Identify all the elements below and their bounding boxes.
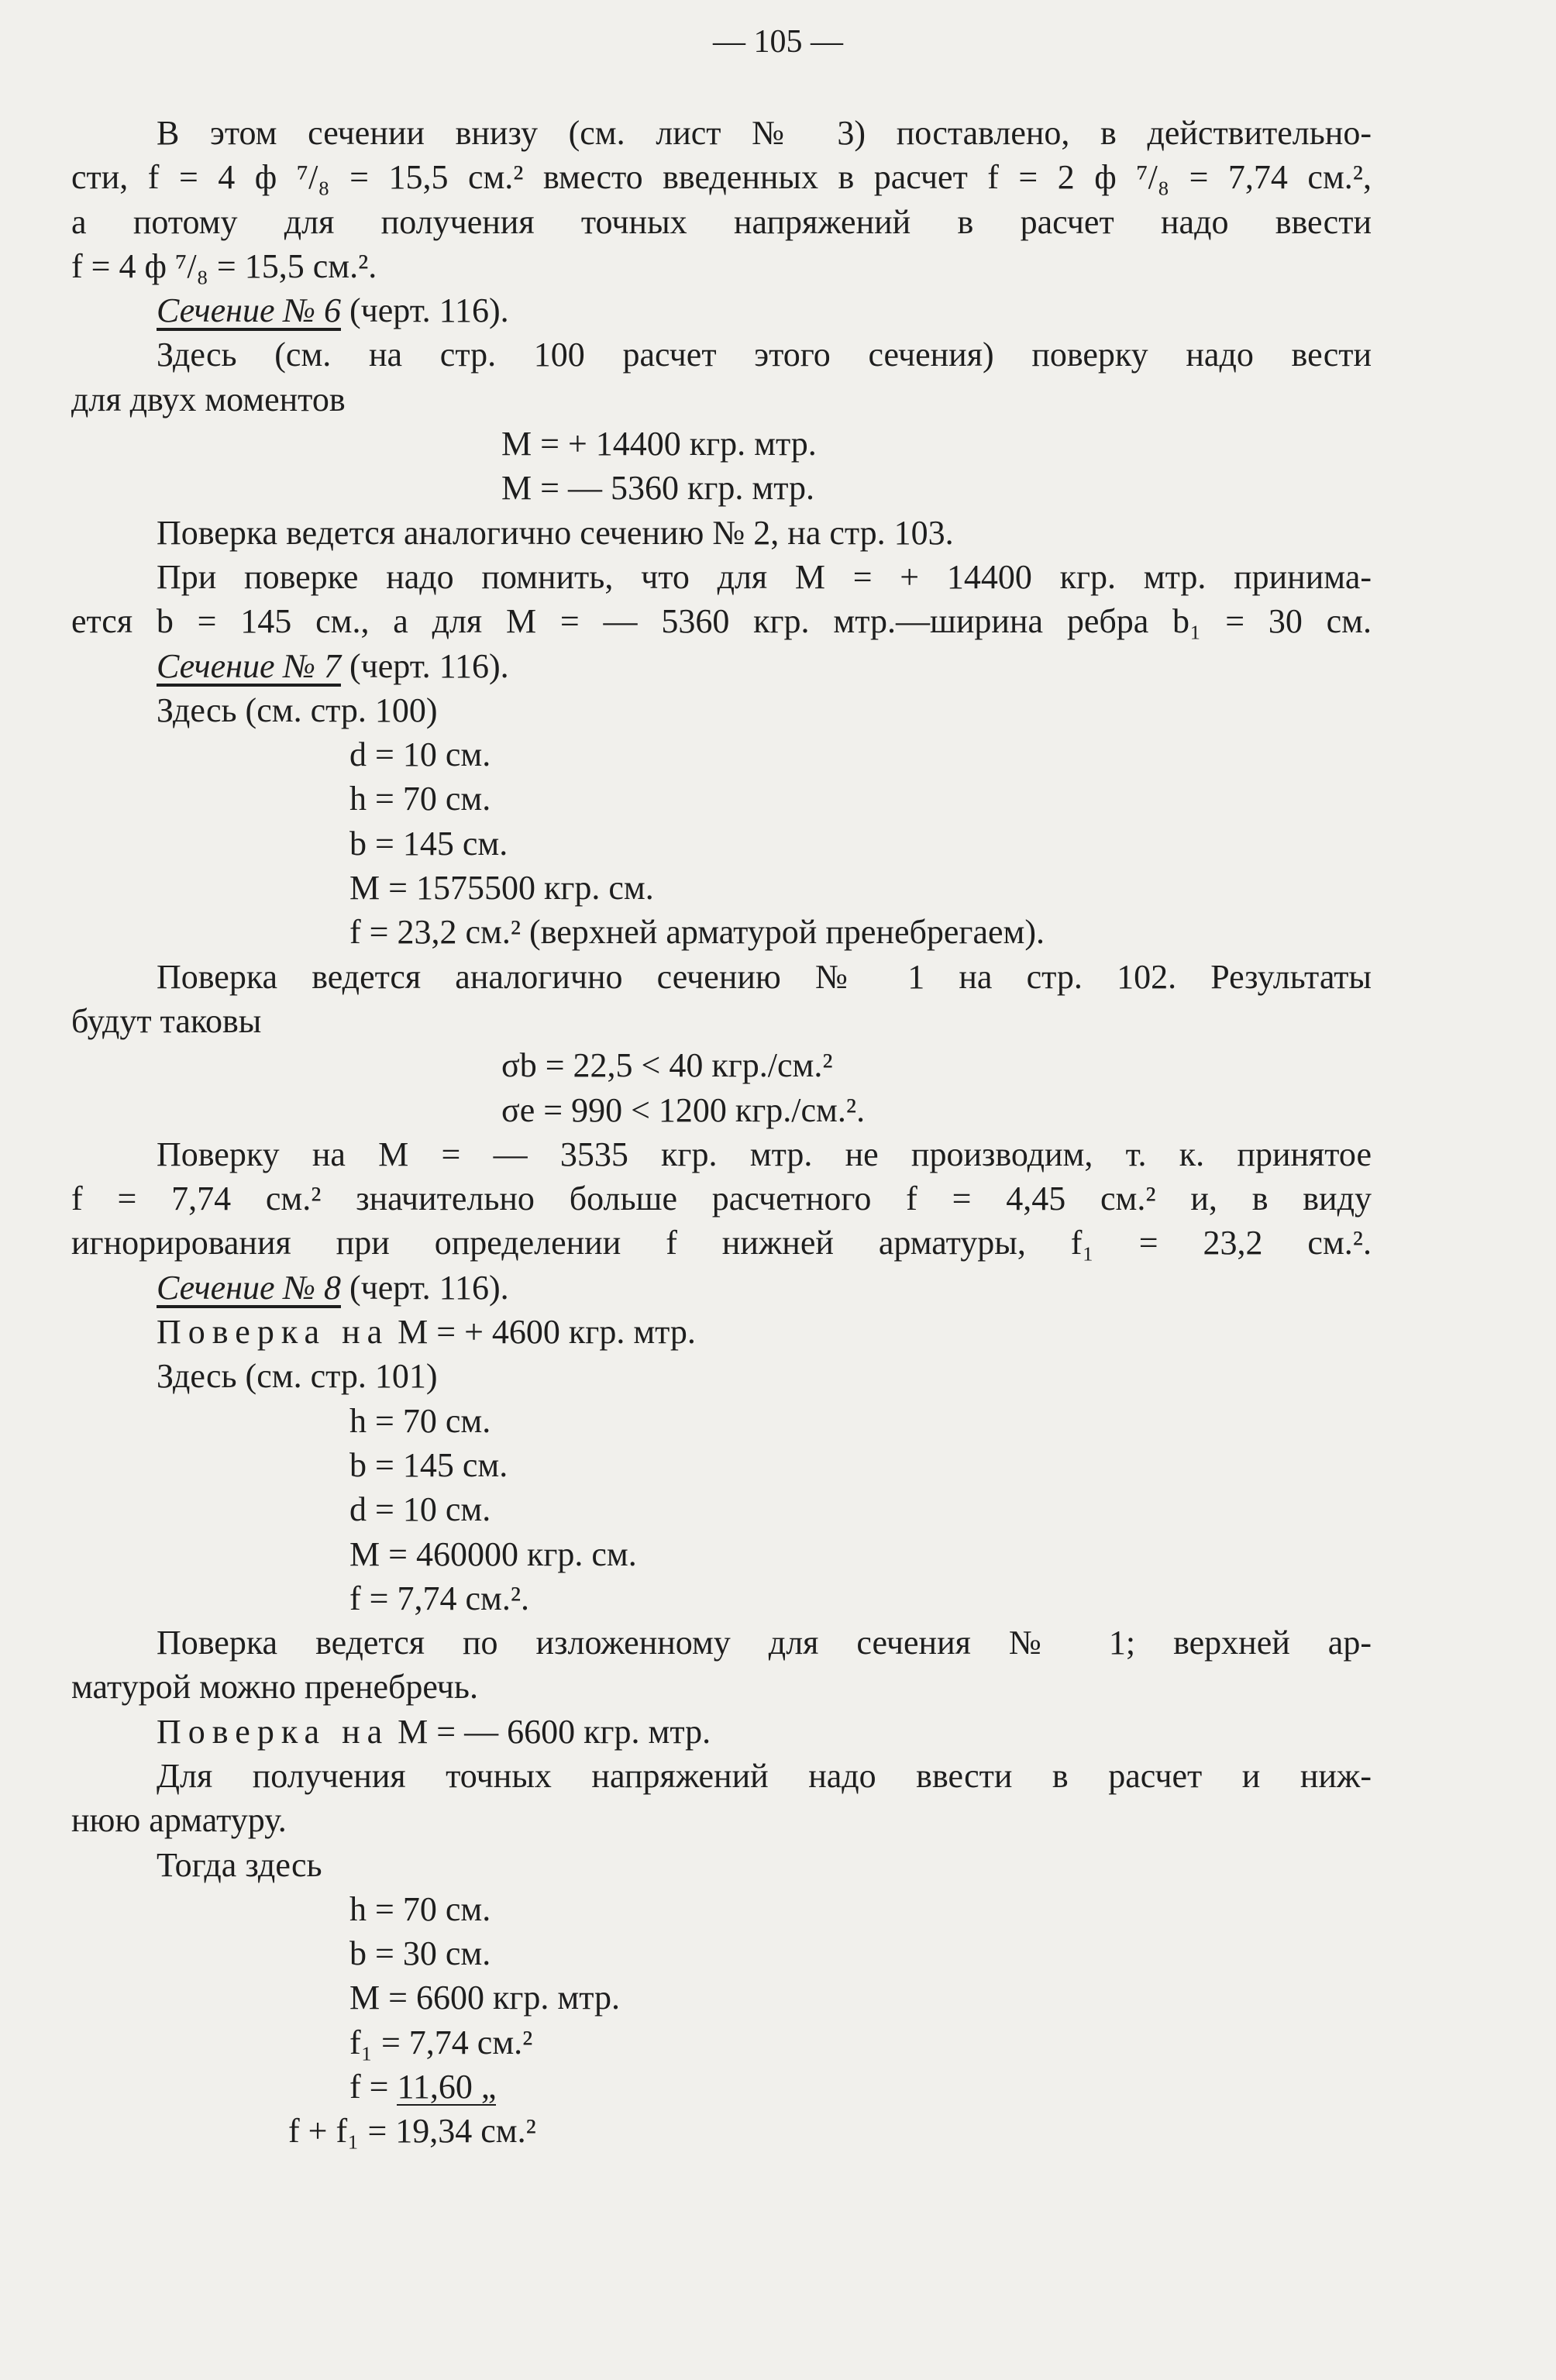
paragraph-line: При поверке надо помнить, что для M = + 14400 кгр. мтр. принима- bbox=[157, 557, 1372, 596]
section-heading-7 bbox=[71, 644, 1372, 688]
heading-title: Сечение № 6 bbox=[157, 291, 341, 330]
page-number: — 105 — bbox=[713, 24, 843, 60]
heading-ref: (черт. 116). bbox=[340, 291, 509, 330]
paragraph-line: f = 7,74 см.² значительно больше расчетного f = 4,45 см.² и, в виду bbox=[71, 1180, 1372, 1218]
formula-line: b = 30 см. bbox=[349, 1934, 491, 1973]
paragraph-line: В этом сечении внизу (см. лист № 3) поставлено, в действительно- bbox=[157, 114, 1372, 152]
paragraph-line: Поверка ведется аналогично сечению № 1 на стр. 102. Результаты bbox=[157, 957, 1372, 996]
paragraph-line: сти, f = 4 ф ⁷/₈ = 15,5 см.² вместо введенных в расчет f = 2 ф ⁷/₈ = 7,74 см.², bbox=[71, 158, 1372, 197]
formula-line: d = 10 см. bbox=[349, 735, 491, 774]
page-body bbox=[71, 111, 1372, 2154]
check-moment: M = — 6600 кгр. мтр. bbox=[389, 1712, 711, 1751]
formula-line: b = 145 см. bbox=[349, 1445, 508, 1484]
formula-line: M = — 5360 кгр. мтр. bbox=[501, 469, 814, 508]
paragraph-line: Поверка ведется по изложенному для сечения № 1; верхней ар- bbox=[157, 1624, 1372, 1662]
check-line bbox=[71, 1710, 1372, 1754]
heading-ref: (черт. 116). bbox=[340, 646, 509, 685]
paragraph-line: игнорирования при определении f нижней арматуры, f₁ = 23,2 см.². bbox=[71, 1224, 1372, 1262]
spaced-label: Поверка на bbox=[157, 1712, 390, 1751]
paragraph-line: для двух моментов bbox=[71, 380, 346, 418]
formula-line: M = 460000 кгр. см. bbox=[349, 1534, 637, 1573]
formula-line: d = 10 см. bbox=[349, 1490, 491, 1529]
paragraph-line: матурой можно пренебречь. bbox=[71, 1668, 478, 1707]
formula-line bbox=[71, 2065, 1372, 2109]
paragraph-line: будут таковы bbox=[71, 1001, 262, 1040]
formula-line: f = 7,74 см.². bbox=[349, 1579, 530, 1617]
formula-line: h = 70 см. bbox=[349, 780, 491, 818]
paragraph-line: Здесь (см. стр. 100) bbox=[157, 691, 438, 729]
formula-line: f₁ = 7,74 см.² bbox=[349, 2023, 533, 2061]
paragraph-line: ется b = 145 см., а для M = — 5360 кгр. мтр.—ширина ребра b₁ = 30 см. bbox=[71, 602, 1372, 641]
formula-line: M = 6600 кгр. мтр. bbox=[349, 1979, 620, 2017]
heading-title: Сечение № 8 bbox=[157, 1268, 341, 1307]
paragraph-line: Здесь (см. стр. 101) bbox=[157, 1357, 438, 1396]
sum-line: f + f₁ = 19,34 см.² bbox=[288, 2112, 536, 2151]
formula-line: σe = 990 < 1200 кгр./см.². bbox=[501, 1090, 866, 1129]
check-moment: M = + 4600 кгр. мтр. bbox=[389, 1313, 696, 1352]
paragraph-line: f = 4 ф ⁷/₈ = 15,5 см.². bbox=[71, 246, 377, 285]
heading-ref: (черт. 116). bbox=[340, 1268, 509, 1307]
paragraph-line: Поверка ведется аналогично сечению № 2, на стр. 103. bbox=[157, 513, 954, 552]
paragraph-line: нюю арматуру. bbox=[71, 1801, 287, 1840]
formula-line: σb = 22,5 < 40 кгр./см.² bbox=[501, 1046, 833, 1085]
paragraph-line: Тогда здесь bbox=[157, 1845, 322, 1884]
formula-line: b = 145 см. bbox=[349, 824, 508, 863]
paragraph-line: Для получения точных напряжений надо ввести в расчет и ниж- bbox=[157, 1756, 1372, 1795]
formula-lhs: f = bbox=[349, 2068, 398, 2106]
paragraph-line: Поверку на M = — 3535 кгр. мтр. не производим, т. к. принятое bbox=[157, 1135, 1372, 1173]
formula-line: M = + 14400 кгр. мтр. bbox=[501, 425, 817, 463]
spaced-label: Поверка на bbox=[157, 1313, 390, 1352]
heading-title: Сечение № 7 bbox=[157, 646, 341, 685]
formula-line: f = 23,2 см.² (верхней арматурой пренебрегаем). bbox=[349, 913, 1045, 952]
formula-line: M = 1575500 кгр. см. bbox=[349, 869, 654, 908]
check-line bbox=[71, 1310, 1372, 1354]
formula-line: h = 70 см. bbox=[349, 1889, 491, 1928]
paragraph-line: а потому для получения точных напряжений в расчет надо ввести bbox=[71, 202, 1372, 241]
section-heading-8 bbox=[71, 1266, 1372, 1310]
paragraph-line: Здесь (см. на стр. 100 расчет этого сечения) поверку надо вести bbox=[157, 336, 1372, 374]
underlined-value: 11,60 „ bbox=[397, 2068, 497, 2106]
section-heading-6 bbox=[71, 288, 1372, 332]
formula-line: h = 70 см. bbox=[349, 1401, 491, 1440]
